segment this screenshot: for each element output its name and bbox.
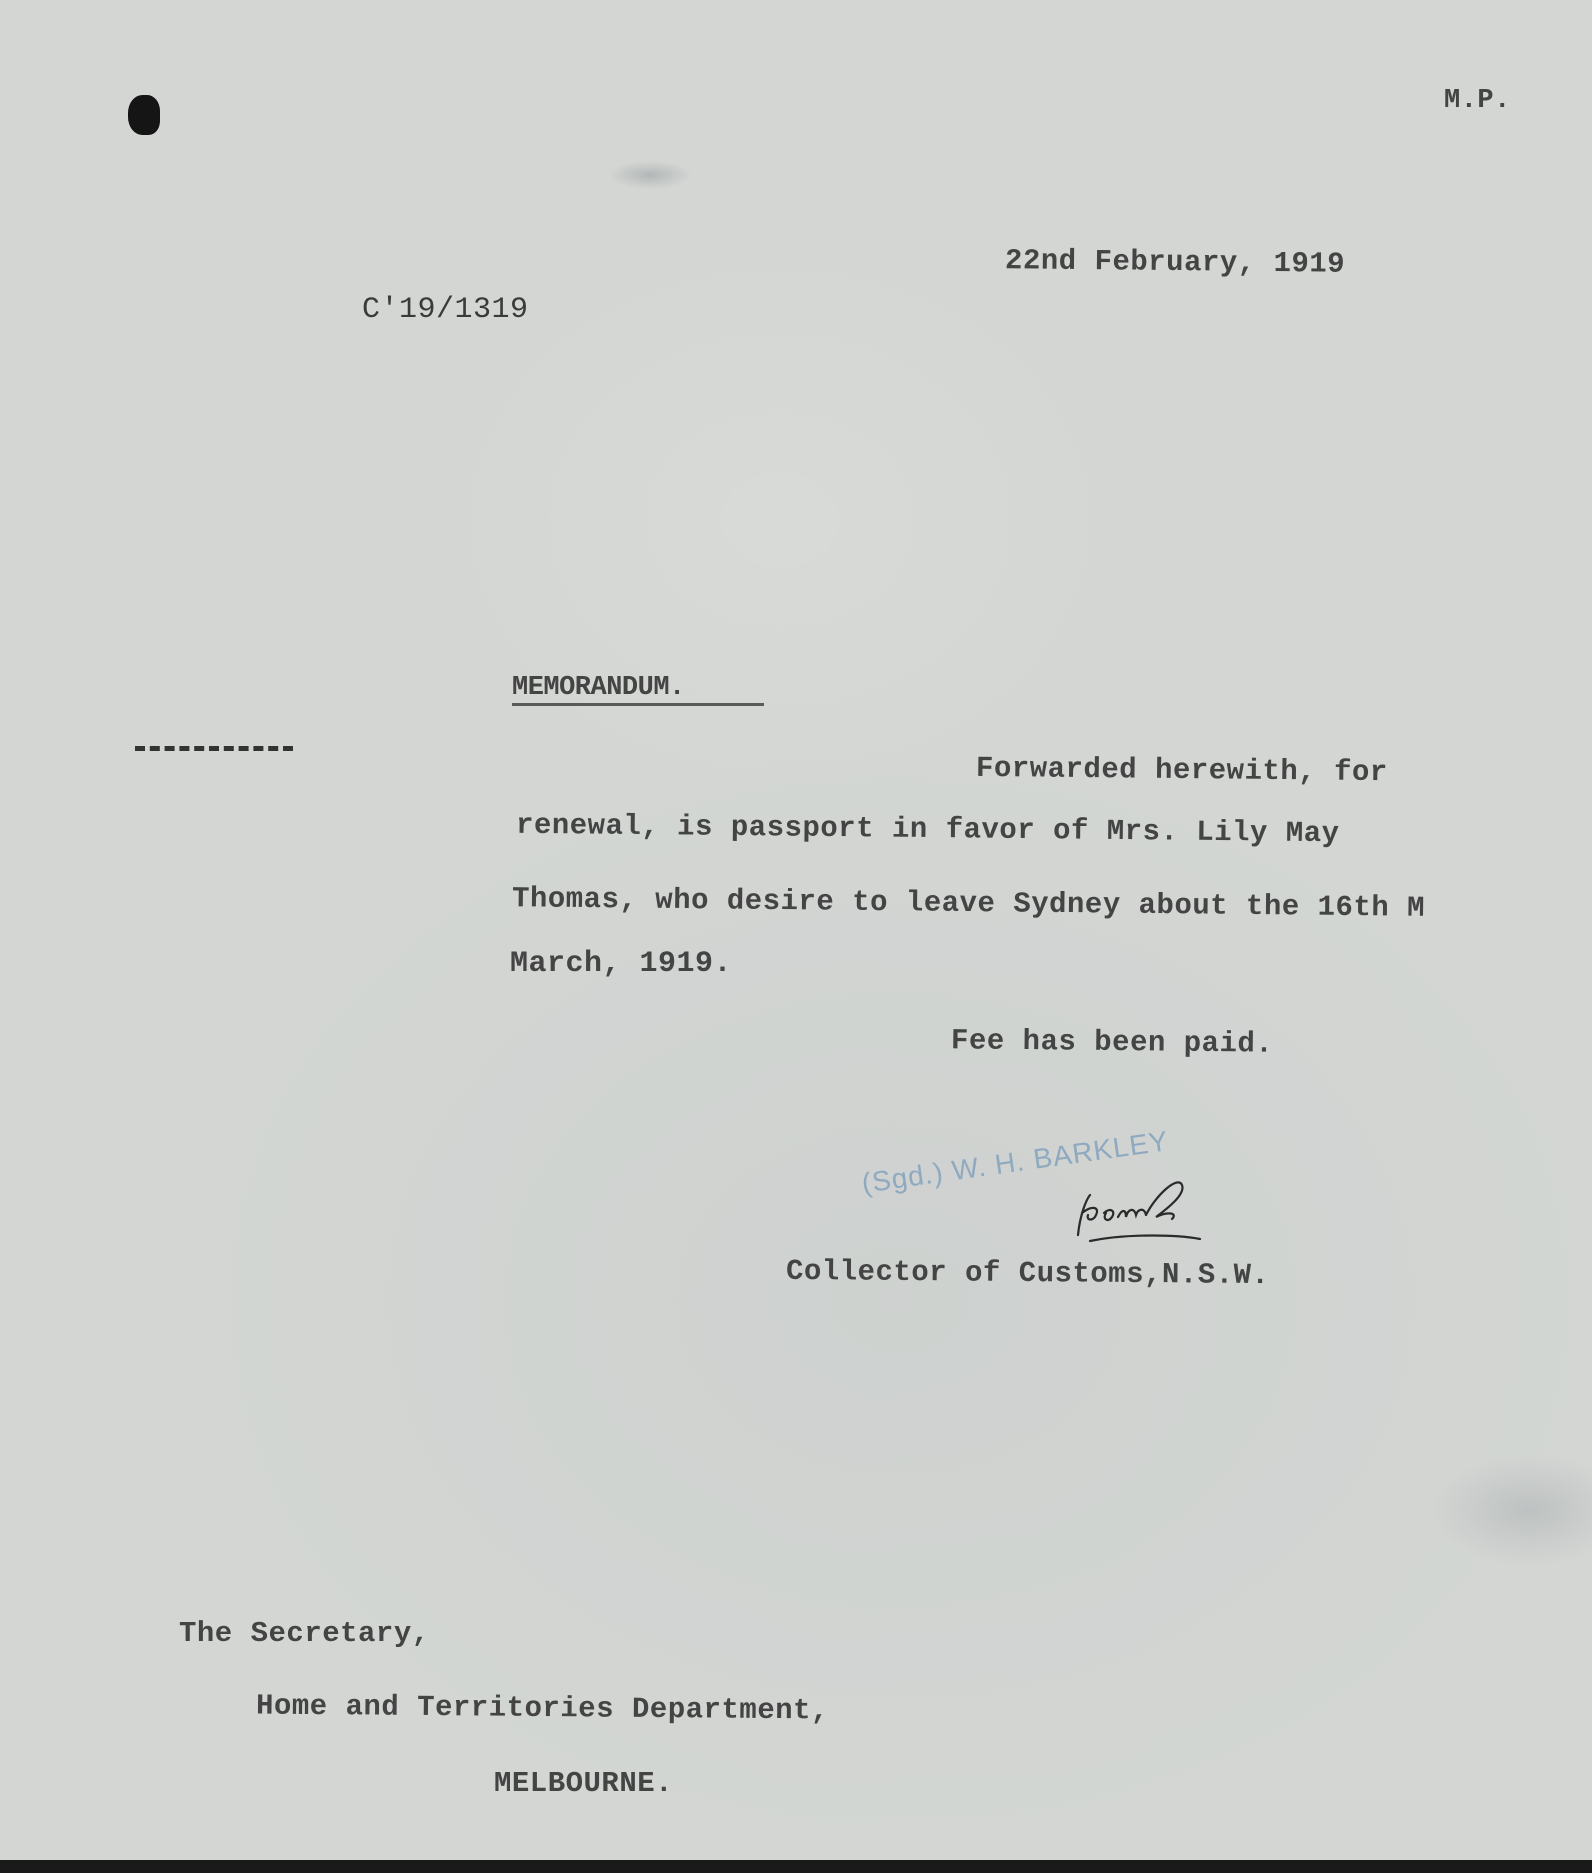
dashed-rule — [135, 746, 293, 751]
body-line-1: Forwarded herewith, for — [975, 751, 1388, 790]
addressee-line-3: MELBOURNE. — [494, 1767, 674, 1800]
body-line-2: renewal, is passport in favor of Mrs. Lily May — [515, 808, 1340, 851]
addressee-line-1: The Secretary, — [179, 1617, 430, 1650]
punch-hole — [128, 95, 160, 135]
body-line-4: March, 1919. — [510, 947, 733, 981]
corner-mark: M.P. — [1444, 86, 1511, 116]
heading-underline — [512, 703, 764, 706]
handwritten-signature — [1060, 1155, 1240, 1255]
signatory-title: Collector of Customs,N.S.W. — [785, 1254, 1270, 1293]
body-line-3: Thomas, who desire to leave Sydney about the 16th M — [511, 882, 1426, 925]
signature-stamp: (Sgd.) W. H. BARKLEY — [859, 1125, 1171, 1199]
fee-note: Fee has been paid. — [950, 1024, 1274, 1061]
reference-number: C'19/1319 — [362, 293, 529, 327]
memorandum-heading: MEMORANDUM. — [512, 673, 685, 703]
document-date: 22nd February, 1919 — [1004, 244, 1346, 281]
addressee-line-2: Home and Territories Department, — [255, 1689, 830, 1728]
